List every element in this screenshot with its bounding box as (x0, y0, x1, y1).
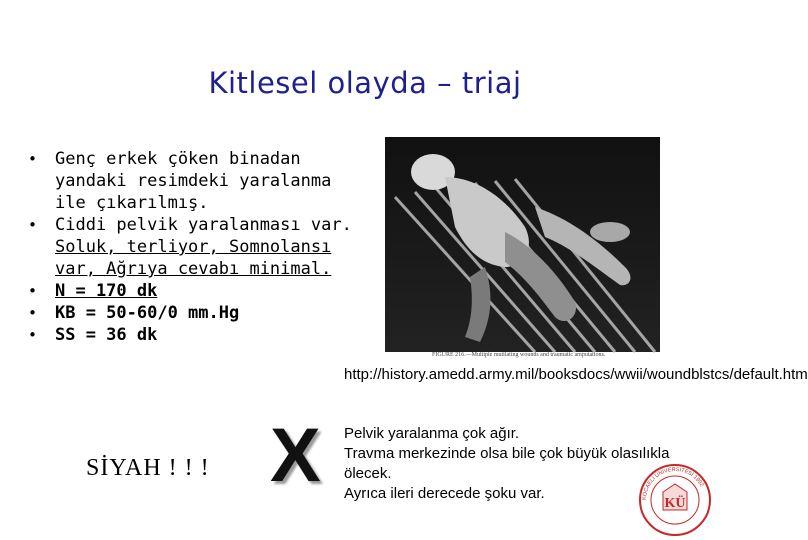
note-line: Ayrıca ileri derecede şoku var. (344, 485, 545, 502)
bullet-text: SS = 36 dk (55, 325, 158, 345)
bullet-pelvic-injury (28, 214, 358, 280)
triage-x-mark: X (270, 413, 321, 498)
university-logo-icon (637, 462, 713, 538)
bullet-respiratory-rate (28, 324, 358, 346)
bullet-text: N = 170 dk (55, 281, 158, 301)
slide-title: Kitlesel olayda – triaj (208, 66, 522, 100)
bullet-blood-pressure (28, 302, 358, 324)
svg-text:KOCAELİ ÜNİVERSİTESİ 1992: KOCAELİ ÜNİVERSİTESİ 1992 (641, 466, 705, 501)
svg-text:KÜ: KÜ (664, 496, 686, 511)
bullet-text: Ciddi pelvik yaralanması var. (55, 215, 352, 235)
source-url: http://history.amedd.army.mil/booksdocs/wwii/woundblstcs/default.htm (344, 366, 808, 383)
injury-photo (385, 137, 660, 362)
photo-caption: FIGURE 216.—Multiple mutilating wounds and traumatic amputations. (432, 352, 606, 358)
bullet-text: Genç erkek çöken binadan yandaki resimdeki yaralanma ile çıkarılmış. (55, 149, 332, 213)
bullet-pulse (28, 280, 358, 302)
bullet-text: KB = 50-60/0 mm.Hg (55, 303, 240, 323)
case-bullet-list (28, 148, 358, 346)
note-line: Pelvik yaralanma çok ağır. (344, 425, 520, 442)
bullet-case-description (28, 148, 358, 214)
bullet-underlined-text: Soluk, terliyor, Somnolansı var, Ağrıya cevabı minimal. (55, 237, 332, 279)
triage-category-label: SİYAH ! ! ! (86, 455, 210, 481)
clinical-notes (344, 424, 674, 504)
note-line: Travma merkezinde olsa bile çok büyük olasılıkla ölecek. (344, 445, 670, 482)
